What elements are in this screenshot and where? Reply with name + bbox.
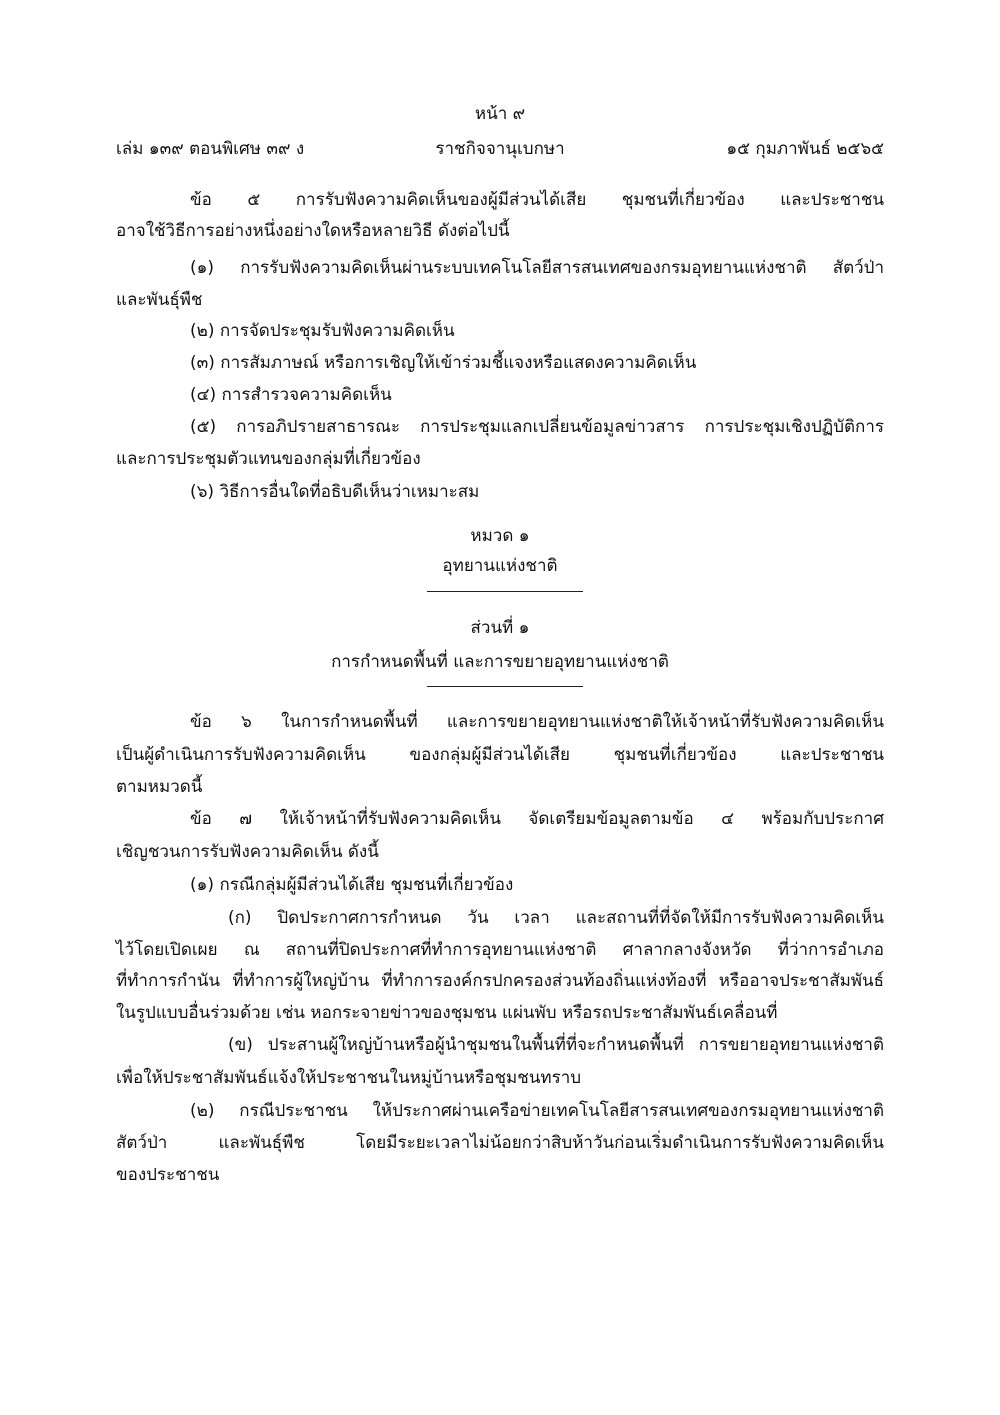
clause-7-sub-a-line-1: (ก) ปิดประกาศการกำหนด วัน เวลา และสถานที่ที่จัดให้มีการรับฟังความคิดเห็น bbox=[228, 908, 884, 928]
clause-6-line-3: ตามหมวดนี้ bbox=[116, 777, 203, 797]
clause-5-line-2: อาจใช้วิธีการอย่างหนึ่งอย่างใดหรือหลายวิธี ดังต่อไปนี้ bbox=[116, 221, 510, 241]
chapter-divider bbox=[427, 591, 583, 592]
clause-5-item-4: (๔) การสำรวจความคิดเห็น bbox=[190, 385, 392, 405]
clause-6-line-1: ข้อ ๖ ในการกำหนดพื้นที่ และการขยายอุทยานแห่งชาติให้เจ้าหน้าที่รับฟังความคิดเห็น bbox=[190, 712, 884, 732]
publication-date: ๑๕ กุมภาพันธ์ ๒๕๖๕ bbox=[726, 139, 884, 159]
clause-7-sub-a-line-4: ในรูปแบบอื่นร่วมด้วย เช่น หอกระจายข่าวของชุมชน แผ่นพับ หรือรถประชาสัมพันธ์เคลื่อนที่ bbox=[116, 1003, 778, 1023]
clause-7-line-2: เชิญชวนการรับฟังความคิดเห็น ดังนี้ bbox=[116, 842, 379, 862]
clause-7-sub-a-line-3: ที่ทำการกำนัน ที่ทำการผู้ใหญ่บ้าน ที่ทำการองค์กรปกครองส่วนท้องถิ่นแห่งท้องที่ หรืออาจประชาสัมพันธ์ bbox=[116, 971, 884, 991]
clause-5-item-5-line-1: (๕) การอภิปรายสาธารณะ การประชุมแลกเปลี่ยนข้อมูลข่าวสาร การประชุมเชิงปฏิบัติการ bbox=[190, 417, 884, 437]
clause-7-item-2-line-2: สัตว์ป่า และพันธุ์พืช โดยมีระยะเวลาไม่น้อยกว่าสิบห้าวันก่อนเริ่มดำเนินการรับฟังความคิดเห็น bbox=[116, 1133, 884, 1153]
clause-7-item-2-line-1: (๒) กรณีประชาชน ให้ประกาศผ่านเครือข่ายเทคโนโลยีสารสนเทศของกรมอุทยานแห่งชาติ bbox=[190, 1101, 884, 1121]
clause-7-sub-a-line-2: ไว้โดยเปิดเผย ณ สถานที่ปิดประกาศที่ทำการอุทยานแห่งชาติ ศาลากลางจังหวัด ที่ว่าการอำเภอ bbox=[116, 940, 884, 960]
clause-7-sub-b-line-2: เพื่อให้ประชาสัมพันธ์แจ้งให้ประชาชนในหมู่บ้านหรือชุมชนทราบ bbox=[116, 1068, 582, 1088]
clause-5-line-1: ข้อ ๕ การรับฟังความคิดเห็นของผู้มีส่วนได้เสีย ชุมชนที่เกี่ยวข้อง และประชาชน bbox=[190, 190, 884, 210]
volume-issue: เล่ม ๑๓๙ ตอนพิเศษ ๓๙ ง bbox=[116, 139, 305, 159]
part-number: ส่วนที่ ๑ bbox=[470, 618, 530, 638]
clause-7-sub-b-line-1: (ข) ประสานผู้ใหญ่บ้านหรือผู้นำชุมชนในพื้นที่ที่จะกำหนดพื้นที่ การขยายอุทยานแห่งชาติ bbox=[228, 1035, 884, 1055]
part-title: การกำหนดพื้นที่ และการขยายอุทยานแห่งชาติ bbox=[331, 652, 669, 672]
clause-5-item-3: (๓) การสัมภาษณ์ หรือการเชิญให้เข้าร่วมชี้แจงหรือแสดงความคิดเห็น bbox=[190, 353, 697, 373]
clause-5-item-1-line-2: และพันธุ์พืช bbox=[116, 290, 203, 310]
clause-6-line-2: เป็นผู้ดำเนินการรับฟังความคิดเห็น ของกลุ่มผู้มีส่วนได้เสีย ชุมชนที่เกี่ยวข้อง และประชาชน bbox=[116, 745, 884, 765]
clause-7-item-2-line-3: ของประชาชน bbox=[116, 1165, 220, 1185]
clause-5-item-1-line-1: (๑) การรับฟังความคิดเห็นผ่านระบบเทคโนโลยีสารสนเทศของกรมอุทยานแห่งชาติ สัตว์ป่า bbox=[190, 258, 884, 278]
chapter-title: อุทยานแห่งชาติ bbox=[442, 556, 558, 576]
gazette-name: ราชกิจจานุเบกษา bbox=[435, 139, 565, 159]
clause-5-item-6: (๖) วิธีการอื่นใดที่อธิบดีเห็นว่าเหมาะสม bbox=[190, 482, 480, 502]
page-number: หน้า ๙ bbox=[474, 104, 526, 124]
clause-5-item-5-line-2: และการประชุมตัวแทนของกลุ่มที่เกี่ยวข้อง bbox=[116, 449, 421, 469]
clause-7-line-1: ข้อ ๗ ให้เจ้าหน้าที่รับฟังความคิดเห็น จัดเตรียมข้อมูลตามข้อ ๔ พร้อมกับประกาศ bbox=[190, 809, 884, 829]
clause-7-item-1: (๑) กรณีกลุ่มผู้มีส่วนได้เสีย ชุมชนที่เกี่ยวข้อง bbox=[190, 875, 514, 895]
chapter-number: หมวด ๑ bbox=[470, 526, 530, 546]
clause-5-item-2: (๒) การจัดประชุมรับฟังความคิดเห็น bbox=[190, 321, 455, 341]
part-divider bbox=[427, 686, 583, 687]
